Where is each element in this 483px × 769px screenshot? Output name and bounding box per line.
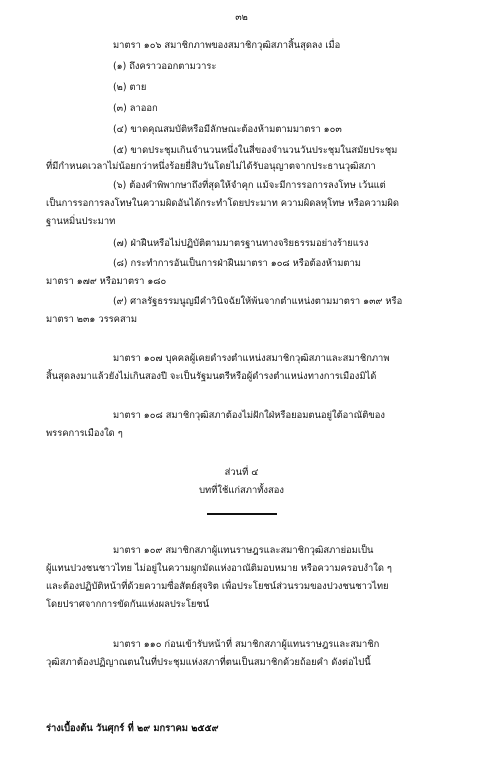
article-110-line-1: มาตรา ๑๑๐ ก่อนเข้ารับหน้าที่ สมาชิกสภาผู้แทนราษฎรและสมาชิก (113, 639, 380, 650)
article-109-line-1: มาตรา ๑๐๙ สมาชิกสภาผู้แทนราษฎรและสมาชิกวุฒิสภาย่อมเป็น (113, 545, 374, 556)
article-107-line-2: สิ้นสุดลงมาแล้วยังไม่เกินสองปี จะเป็นรัฐมนตรีหรือผู้ดำรงตำแหน่งทางการเมืองมิได้ (46, 371, 377, 382)
article-107-line-1: มาตรา ๑๐๗ บุคคลผู้เคยดำรงตำแหน่งสมาชิกวุฒิสภาและสมาชิกภาพ (113, 353, 390, 364)
article-106-heading: มาตรา ๑๐๖ สมาชิกภาพของสมาชิกวุฒิสภาสิ้นสุดลง เมื่อ (113, 40, 341, 51)
article-106-item-3: (๓) ลาออก (113, 103, 158, 114)
page-number: ๓๒ (235, 12, 248, 23)
article-106-item-8: (๘) กระทำการอันเป็นการฝ่าฝืนมาตรา ๑๐๘ หรือต้องห้ามตาม (113, 258, 361, 269)
article-106-item-2: (๒) ตาย (113, 82, 147, 93)
article-109-line-3: และต้องปฏิบัติหน้าที่ด้วยความซื่อสัตย์สุจริต เพื่อประโยชน์ส่วนรวมของปวงชนชาวไทย (46, 581, 389, 592)
article-106-item-6: (๖) ต้องคำพิพากษาถึงที่สุดให้จำคุก แม้จะมีการรอการลงโทษ เว้นแต่ (113, 180, 386, 191)
article-110-line-2: วุฒิสภาต้องปฏิญาณตนในที่ประชุมแห่งสภาที่ตนเป็นสมาชิกด้วยถ้อยคำ ดังต่อไปนี้ (46, 657, 371, 668)
article-106-item-6-cont-2: ฐานหมิ่นประมาท (46, 216, 116, 227)
article-106-item-9: (๙) ศาลรัฐธรรมนูญมีคำวินิจฉัยให้พ้นจากตำแหน่งตามมาตรา ๑๓๙ หรือ (113, 296, 403, 307)
article-106-item-4: (๔) ขาดคุณสมบัติหรือมีลักษณะต้องห้ามตามมาตรา ๑๐๓ (113, 124, 342, 135)
section-divider (207, 513, 277, 515)
article-108-line-1: มาตรา ๑๐๘ สมาชิกวุฒิสภาต้องไม่ฝักใฝ่หรือยอมตนอยู่ใต้อาณัติของ (113, 410, 385, 421)
article-108-line-2: พรรคการเมืองใด ๆ (46, 428, 123, 439)
article-106-item-7: (๗) ฝ่าฝืนหรือไม่ปฏิบัติตามมาตรฐานทางจริยธรรมอย่างร้ายแรง (113, 238, 369, 249)
article-106-item-5-cont: ที่มีกำหนดเวลาไม่น้อยกว่าหนึ่งร้อยยี่สิบวันโดยไม่ได้รับอนุญาตจากประธานวุฒิสภา (46, 161, 376, 172)
section-title: บทที่ใช้แก่สภาทั้งสอง (199, 485, 284, 496)
article-109-line-4: โดยปราศจากการขัดกันแห่งผลประโยชน์ (46, 599, 210, 610)
draft-footer: ร่างเบื้องต้น วันศุกร์ ที่ ๒๙ มกราคม ๒๕๕๙ (46, 723, 219, 734)
article-106-item-1: (๑) ถึงคราวออกตามวาระ (113, 61, 217, 72)
section-heading: ส่วนที่ ๔ (224, 467, 259, 478)
article-106-item-6-cont-1: เป็นการรอการลงโทษในความผิดอันได้กระทำโดยประมาท ความผิดลหุโทษ หรือความผิด (46, 198, 399, 209)
article-106-item-8-cont: มาตรา ๑๗๙ หรือมาตรา ๑๘๐ (46, 276, 167, 287)
article-106-item-5: (๕) ขาดประชุมเกินจำนวนหนึ่งในสี่ของจำนวนวันประชุมในสมัยประชุม (113, 145, 398, 156)
article-109-line-2: ผู้แทนปวงชนชาวไทย ไม่อยู่ในความผูกมัดแห่งอาณัติมอบหมาย หรือความครอบงำใด ๆ (46, 563, 392, 574)
article-106-item-9-cont: มาตรา ๒๓๑ วรรคสาม (46, 314, 138, 325)
